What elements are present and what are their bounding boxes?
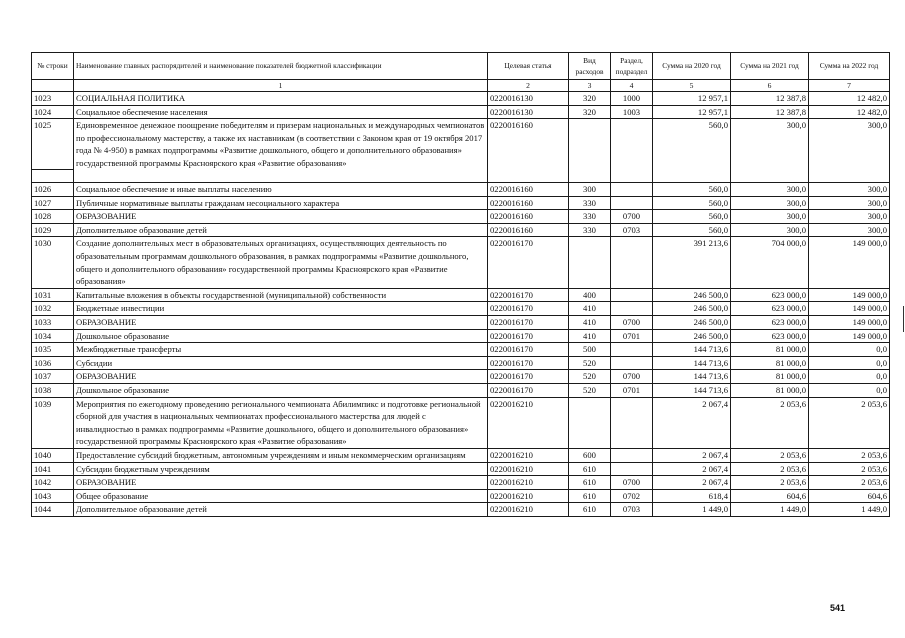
row-name-cell: СОЦИАЛЬНАЯ ПОЛИТИКА — [74, 92, 488, 106]
table-row — [32, 489, 890, 503]
sum-2021-cell: 623 000,0 — [731, 302, 809, 316]
expense-type-cell: 500 — [569, 343, 611, 357]
sum-2022-cell: 2 053,6 — [809, 476, 890, 490]
spacer-cell — [74, 170, 488, 183]
target-article-cell: 0220016170 — [488, 383, 569, 397]
sum-2021-cell: 12 387,8 — [731, 92, 809, 106]
header-name: Наименование главных распорядителей и наименование показателей бюджетной классификации — [74, 53, 488, 80]
table-row — [32, 343, 890, 357]
spacer-cell — [569, 170, 611, 183]
sum-2020-cell: 144 713,6 — [653, 343, 731, 357]
expense-type-cell — [569, 119, 611, 170]
sum-2020-cell: 144 713,6 — [653, 356, 731, 370]
row-name-cell: Социальное обеспечение и иные выплаты населению — [74, 183, 488, 197]
expense-type-cell: 610 — [569, 476, 611, 490]
header-sum-2020: Сумма на 2020 год — [653, 53, 731, 80]
sum-2022-cell: 149 000,0 — [809, 316, 890, 330]
row-name-cell: Дошкольное образование — [74, 329, 488, 343]
header-sum-2021: Сумма на 2021 год — [731, 53, 809, 80]
row-number-cell: 1036 — [32, 356, 74, 370]
sum-2022-cell: 604,6 — [809, 489, 890, 503]
row-number-cell: 1028 — [32, 210, 74, 224]
column-number-row — [32, 80, 890, 92]
sum-2020-cell: 2 067,4 — [653, 448, 731, 462]
row-number-cell: 1023 — [32, 92, 74, 106]
sum-2020-cell: 560,0 — [653, 196, 731, 210]
sum-2020-cell: 2 067,4 — [653, 476, 731, 490]
target-article-cell: 0220016170 — [488, 237, 569, 288]
sum-2022-cell: 12 482,0 — [809, 92, 890, 106]
column-number: 5 — [653, 80, 731, 92]
expense-type-cell: 600 — [569, 448, 611, 462]
row-number-cell: 1044 — [32, 503, 74, 517]
section-cell — [611, 119, 653, 170]
sum-2020-cell: 246 500,0 — [653, 288, 731, 302]
sum-2021-cell: 300,0 — [731, 196, 809, 210]
sum-2021-cell: 300,0 — [731, 210, 809, 224]
row-name-cell: Дополнительное образование детей — [74, 503, 488, 517]
row-name-cell: Общее образование — [74, 489, 488, 503]
sum-2020-cell: 246 500,0 — [653, 302, 731, 316]
row-number-cell: 1024 — [32, 105, 74, 119]
row-name-cell: ОБРАЗОВАНИЕ — [74, 316, 488, 330]
expense-type-cell: 330 — [569, 196, 611, 210]
section-cell: 0702 — [611, 489, 653, 503]
table-row — [32, 397, 890, 448]
column-number: 6 — [731, 80, 809, 92]
target-article-cell: 0220016210 — [488, 448, 569, 462]
sum-2022-cell: 300,0 — [809, 119, 890, 170]
expense-type-cell: 410 — [569, 302, 611, 316]
sum-2022-cell: 300,0 — [809, 223, 890, 237]
table-row — [32, 476, 890, 490]
target-article-cell: 0220016160 — [488, 183, 569, 197]
sum-2021-cell: 2 053,6 — [731, 462, 809, 476]
sum-2020-cell: 246 500,0 — [653, 329, 731, 343]
row-number-cell: 1032 — [32, 302, 74, 316]
sum-2020-cell: 1 449,0 — [653, 503, 731, 517]
sum-2020-cell: 2 067,4 — [653, 397, 731, 448]
sum-2021-cell: 300,0 — [731, 119, 809, 170]
target-article-cell: 0220016130 — [488, 92, 569, 106]
sum-2021-cell: 300,0 — [731, 223, 809, 237]
row-name-cell: Предоставление субсидий бюджетным, автономным учреждениям и иным некоммерческим организациям — [74, 448, 488, 462]
spacer-cell — [32, 170, 74, 183]
section-cell — [611, 237, 653, 288]
table-row — [32, 329, 890, 343]
table-row — [32, 462, 890, 476]
target-article-cell: 0220016160 — [488, 119, 569, 170]
expense-type-cell: 410 — [569, 329, 611, 343]
sum-2021-cell: 81 000,0 — [731, 343, 809, 357]
expense-type-cell: 520 — [569, 356, 611, 370]
table-row — [32, 448, 890, 462]
target-article-cell: 0220016210 — [488, 462, 569, 476]
expense-type-cell: 320 — [569, 105, 611, 119]
expense-type-cell: 400 — [569, 288, 611, 302]
section-cell: 0703 — [611, 223, 653, 237]
section-cell — [611, 196, 653, 210]
row-name-cell: ОБРАЗОВАНИЕ — [74, 370, 488, 384]
expense-type-cell: 410 — [569, 316, 611, 330]
sum-2020-cell: 12 957,1 — [653, 92, 731, 106]
sum-2022-cell: 0,0 — [809, 356, 890, 370]
row-name-cell: Дополнительное образование детей — [74, 223, 488, 237]
section-cell: 1000 — [611, 92, 653, 106]
header-sum-2022: Сумма на 2022 год — [809, 53, 890, 80]
expense-type-cell: 520 — [569, 383, 611, 397]
row-name-cell: Социальное обеспечение населения — [74, 105, 488, 119]
section-cell — [611, 183, 653, 197]
budget-table — [31, 52, 890, 517]
section-cell — [611, 343, 653, 357]
section-cell — [611, 397, 653, 448]
sum-2021-cell: 2 053,6 — [731, 397, 809, 448]
sum-2021-cell: 81 000,0 — [731, 383, 809, 397]
row-number-cell: 1039 — [32, 397, 74, 448]
row-number-cell: 1027 — [32, 196, 74, 210]
table-row-spacer — [32, 170, 890, 183]
target-article-cell: 0220016170 — [488, 302, 569, 316]
row-number-cell: 1037 — [32, 370, 74, 384]
row-number-cell: 1041 — [32, 462, 74, 476]
section-cell: 0701 — [611, 329, 653, 343]
row-name-cell: Межбюджетные трансферты — [74, 343, 488, 357]
row-number-cell: 1033 — [32, 316, 74, 330]
sum-2020-cell: 560,0 — [653, 223, 731, 237]
table-row — [32, 223, 890, 237]
sum-2022-cell: 149 000,0 — [809, 288, 890, 302]
target-article-cell: 0220016160 — [488, 196, 569, 210]
table-row — [32, 183, 890, 197]
sum-2021-cell: 704 000,0 — [731, 237, 809, 288]
sum-2022-cell: 2 053,6 — [809, 462, 890, 476]
row-name-cell: ОБРАЗОВАНИЕ — [74, 210, 488, 224]
section-cell: 0701 — [611, 383, 653, 397]
row-name-cell: ОБРАЗОВАНИЕ — [74, 476, 488, 490]
row-name-cell: Капитальные вложения в объекты государственной (муниципальной) собственности — [74, 288, 488, 302]
target-article-cell: 0220016210 — [488, 397, 569, 448]
target-article-cell: 0220016170 — [488, 343, 569, 357]
row-name-cell: Субсидии — [74, 356, 488, 370]
page-number: 541 — [830, 603, 846, 613]
sum-2022-cell: 2 053,6 — [809, 397, 890, 448]
expense-type-cell: 330 — [569, 210, 611, 224]
expense-type-cell: 610 — [569, 503, 611, 517]
sum-2021-cell: 623 000,0 — [731, 288, 809, 302]
spacer-cell — [611, 170, 653, 183]
table-row — [32, 92, 890, 106]
sum-2020-cell: 560,0 — [653, 183, 731, 197]
row-number-cell: 1042 — [32, 476, 74, 490]
row-number-cell: 1043 — [32, 489, 74, 503]
row-name-cell: Бюджетные инвестиции — [74, 302, 488, 316]
sum-2022-cell: 0,0 — [809, 383, 890, 397]
target-article-cell: 0220016170 — [488, 356, 569, 370]
row-name-cell: Публичные нормативные выплаты гражданам несоциального характера — [74, 196, 488, 210]
column-number: 3 — [569, 80, 611, 92]
target-article-cell: 0220016160 — [488, 223, 569, 237]
table-row — [32, 196, 890, 210]
table-header-row — [32, 53, 890, 80]
table-row — [32, 316, 890, 330]
sum-2020-cell: 144 713,6 — [653, 370, 731, 384]
table-row — [32, 302, 890, 316]
section-cell: 1003 — [611, 105, 653, 119]
expense-type-cell: 610 — [569, 489, 611, 503]
sum-2021-cell: 604,6 — [731, 489, 809, 503]
row-name-cell: Субсидии бюджетным учреждениям — [74, 462, 488, 476]
section-cell — [611, 288, 653, 302]
row-number-cell: 1025 — [32, 119, 74, 170]
sum-2022-cell: 300,0 — [809, 210, 890, 224]
sum-2020-cell: 2 067,4 — [653, 462, 731, 476]
expense-type-cell: 320 — [569, 92, 611, 106]
row-number-cell: 1035 — [32, 343, 74, 357]
sum-2022-cell: 2 053,6 — [809, 448, 890, 462]
section-cell: 0700 — [611, 476, 653, 490]
table-row — [32, 383, 890, 397]
target-article-cell: 0220016160 — [488, 210, 569, 224]
target-article-cell: 0220016170 — [488, 288, 569, 302]
budget-document-page — [31, 52, 889, 517]
sum-2022-cell: 1 449,0 — [809, 503, 890, 517]
row-number-cell: 1029 — [32, 223, 74, 237]
expense-type-cell — [569, 397, 611, 448]
section-cell — [611, 448, 653, 462]
row-number-cell: 1030 — [32, 237, 74, 288]
section-cell: 0703 — [611, 503, 653, 517]
table-row — [32, 288, 890, 302]
sum-2022-cell: 149 000,0 — [809, 329, 890, 343]
sum-2022-cell: 149 000,0 — [809, 302, 890, 316]
margin-mark — [903, 306, 904, 332]
column-number: 4 — [611, 80, 653, 92]
row-number-cell: 1040 — [32, 448, 74, 462]
table-row — [32, 210, 890, 224]
sum-2022-cell: 12 482,0 — [809, 105, 890, 119]
target-article-cell: 0220016170 — [488, 329, 569, 343]
sum-2021-cell: 2 053,6 — [731, 448, 809, 462]
header-section: Раздел, подраздел — [611, 53, 653, 80]
sum-2022-cell: 300,0 — [809, 183, 890, 197]
table-row — [32, 503, 890, 517]
target-article-cell: 0220016210 — [488, 476, 569, 490]
expense-type-cell: 330 — [569, 223, 611, 237]
table-row — [32, 356, 890, 370]
header-expense-type: Вид расходов — [569, 53, 611, 80]
target-article-cell: 0220016210 — [488, 503, 569, 517]
sum-2021-cell: 2 053,6 — [731, 476, 809, 490]
header-row-number: № строки — [32, 53, 74, 80]
table-body — [32, 92, 890, 517]
expense-type-cell: 610 — [569, 462, 611, 476]
sum-2021-cell: 81 000,0 — [731, 370, 809, 384]
section-cell — [611, 356, 653, 370]
spacer-cell — [731, 170, 809, 183]
sum-2022-cell: 0,0 — [809, 370, 890, 384]
column-number: 7 — [809, 80, 890, 92]
sum-2020-cell: 144 713,6 — [653, 383, 731, 397]
sum-2020-cell: 560,0 — [653, 210, 731, 224]
sum-2021-cell: 300,0 — [731, 183, 809, 197]
section-cell — [611, 302, 653, 316]
target-article-cell: 0220016130 — [488, 105, 569, 119]
sum-2021-cell: 12 387,8 — [731, 105, 809, 119]
sum-2021-cell: 81 000,0 — [731, 356, 809, 370]
table-row — [32, 237, 890, 288]
column-number: 1 — [74, 80, 488, 92]
section-cell: 0700 — [611, 210, 653, 224]
sum-2022-cell: 300,0 — [809, 196, 890, 210]
sum-2020-cell: 618,4 — [653, 489, 731, 503]
sum-2022-cell: 0,0 — [809, 343, 890, 357]
table-row — [32, 119, 890, 170]
row-number-cell: 1031 — [32, 288, 74, 302]
target-article-cell: 0220016170 — [488, 370, 569, 384]
sum-2021-cell: 623 000,0 — [731, 329, 809, 343]
sum-2020-cell: 12 957,1 — [653, 105, 731, 119]
sum-2021-cell: 623 000,0 — [731, 316, 809, 330]
table-row — [32, 370, 890, 384]
target-article-cell: 0220016170 — [488, 316, 569, 330]
sum-2020-cell: 246 500,0 — [653, 316, 731, 330]
sum-2020-cell: 560,0 — [653, 119, 731, 170]
spacer-cell — [488, 170, 569, 183]
section-cell — [611, 462, 653, 476]
column-number — [32, 80, 74, 92]
row-number-cell: 1034 — [32, 329, 74, 343]
table-row — [32, 105, 890, 119]
sum-2022-cell: 149 000,0 — [809, 237, 890, 288]
sum-2020-cell: 391 213,6 — [653, 237, 731, 288]
target-article-cell: 0220016210 — [488, 489, 569, 503]
spacer-cell — [653, 170, 731, 183]
section-cell: 0700 — [611, 370, 653, 384]
sum-2021-cell: 1 449,0 — [731, 503, 809, 517]
expense-type-cell: 300 — [569, 183, 611, 197]
row-name-cell: Дошкольное образование — [74, 383, 488, 397]
section-cell: 0700 — [611, 316, 653, 330]
row-name-cell: Единовременное денежное поощрение победителям и призерам национальных и международных чемпионатов по профессиональному мастерству, а также их наставникам (в соответствии с Законом края от 19 октября 2017 года № 4-950) в рамках подпрограммы «Развитие дошкольного, общего и дополнительного образования» государственной программы Красноярского края «Развитие образования» — [74, 119, 488, 170]
row-number-cell: 1038 — [32, 383, 74, 397]
row-name-cell: Создание дополнительных мест в образовательных организациях, осуществляющих деятельность по образовательным программам дошкольного образования, в рамках подпрограммы «Развитие дошкольного, общего и дополнительного образования» государственной программы Красноярского края «Развитие образования» — [74, 237, 488, 288]
spacer-cell — [809, 170, 890, 183]
expense-type-cell — [569, 237, 611, 288]
row-number-cell: 1026 — [32, 183, 74, 197]
header-target-article: Целевая статья — [488, 53, 569, 80]
expense-type-cell: 520 — [569, 370, 611, 384]
row-name-cell: Мероприятия по ежегодному проведению регионального чемпионата Абилимпикс и подготовке региональной сборной для участия в национальных чемпионатах профессионального мастерства для людей с инвалидностью в рамках подпрограммы «Развитие дошкольного, общего и дополнительного образования» государственной программы Красноярского края «Развитие образования» — [74, 397, 488, 448]
column-number: 2 — [488, 80, 569, 92]
